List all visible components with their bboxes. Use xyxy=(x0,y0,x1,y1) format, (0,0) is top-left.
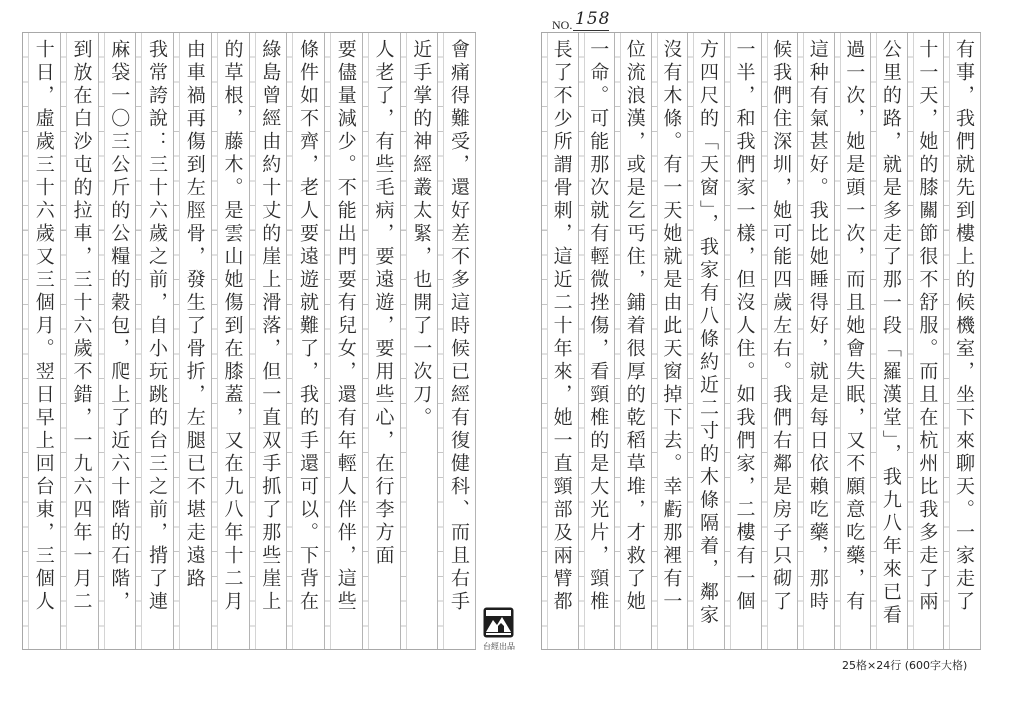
manuscript-column xyxy=(325,33,363,649)
manuscript-column xyxy=(871,33,908,649)
column-text: 一半，和我們家一樣，但沒人住。如我們家，二樓有一個 xyxy=(733,39,756,614)
manuscript-column xyxy=(762,33,799,649)
column-text: 十日，虛歲三十六歲又三個月。翌日早上回台東，三個人 xyxy=(32,39,55,614)
manuscript-column xyxy=(401,33,439,649)
column-text: 麻袋一〇三公斤的公糧的穀包，爬上了近六十階的石階， xyxy=(108,39,131,614)
manuscript-column xyxy=(688,33,725,649)
manuscript-column xyxy=(579,33,616,649)
column-text: 會痛得難受，還好差不多這時候已經有復健科、而且右手 xyxy=(448,39,470,614)
manuscript-column xyxy=(438,33,476,649)
column-text: 人老了，有些毛病，要遠遊，要用些心，在行李方面 xyxy=(372,39,395,568)
manuscript-column xyxy=(835,33,872,649)
paper-format-note: 25格×24行 (600字大格) xyxy=(842,659,968,672)
manuscript-column xyxy=(23,33,61,649)
manuscript-column xyxy=(652,33,689,649)
column-text: 到放在白沙屯的拉車，三十六歲不錯，一九六四年一月二 xyxy=(70,39,93,614)
column-text: 公里的路，就是多走了那一段「羅漢堂」，我九八年來已看 xyxy=(879,39,902,628)
column-text: 有事，我們就先到樓上的候機室，坐下來聊天。一家走了 xyxy=(953,39,975,614)
page-number: 158 xyxy=(575,9,611,29)
column-text: 綠島曾經由約十丈的崖上滑落，但一直双手抓了那些崖上 xyxy=(259,39,282,614)
column-text: 候我們住深圳，她可能四歲左右。我們右鄰是房子只砌了 xyxy=(770,39,793,614)
manuscript-column xyxy=(287,33,325,649)
mountain-logo-icon xyxy=(483,607,514,638)
column-text: 過一次，她是頭一次，而且她會失眠，又不願意吃藥，有 xyxy=(843,39,866,614)
column-text: 的草根，藤木。是雲山她傷到在膝蓋，又在九八年十二月 xyxy=(221,39,244,614)
manuscript-column xyxy=(174,33,212,649)
manuscript-column xyxy=(725,33,762,649)
column-text: 沒有木條。有一天她就是由此天窗掉下去。幸虧那裡有一 xyxy=(660,39,683,614)
column-text: 十一天，她的膝關節很不舒服。而且在杭州比我多走了兩 xyxy=(916,39,939,614)
manuscript-column xyxy=(798,33,835,649)
right-manuscript-page xyxy=(541,32,981,650)
column-text: 這种有氣甚好。我比她睡得好，就是每日依賴吃藥，那時 xyxy=(806,39,829,614)
column-text: 條件如不齊，老人要遠遊就難了，我的手還可以。下背在 xyxy=(297,39,319,614)
column-text: 方四尺的「天窗」，我家有八條約近二寸的木條隔着，鄰家 xyxy=(696,39,719,628)
column-text: 要儘量減少。不能出門要有兒女，還有年輕人伴伴，這些 xyxy=(334,39,357,614)
column-text: 一命。可能那次就有輕微挫傷，看頸椎的是大光片，頸椎 xyxy=(587,39,610,614)
column-text: 由車禍再傷到左脛骨，發生了骨折，左腿已不堪走遠路 xyxy=(183,39,206,591)
manuscript-column xyxy=(363,33,401,649)
manuscript-column xyxy=(542,33,579,649)
column-text: 位流浪漢，或是乞丐住，鋪着很厚的乾稻草堆，才救了她 xyxy=(623,39,646,614)
left-manuscript-page xyxy=(22,32,476,650)
manuscript-column xyxy=(615,33,652,649)
manuscript-column xyxy=(136,33,174,649)
page-number-label: NO. xyxy=(552,18,573,32)
manuscript-column xyxy=(908,33,945,649)
manuscript-column xyxy=(212,33,250,649)
manuscript-column xyxy=(944,33,981,649)
column-text: 長了不少所謂骨刺，這近二十年來，她一直頸部及兩臂都 xyxy=(550,39,573,614)
page-number-underline xyxy=(573,30,609,31)
column-text: 我常誇說：三十六歲之前，自小玩跳的台三之前，揹了連 xyxy=(146,39,168,614)
manuscript-column xyxy=(250,33,288,649)
publisher-name: 台經出品 xyxy=(483,642,515,651)
manuscript-column xyxy=(61,33,99,649)
manuscript-column xyxy=(99,33,137,649)
column-text: 近手掌的神經叢太緊，也開了一次刀。 xyxy=(410,39,433,430)
